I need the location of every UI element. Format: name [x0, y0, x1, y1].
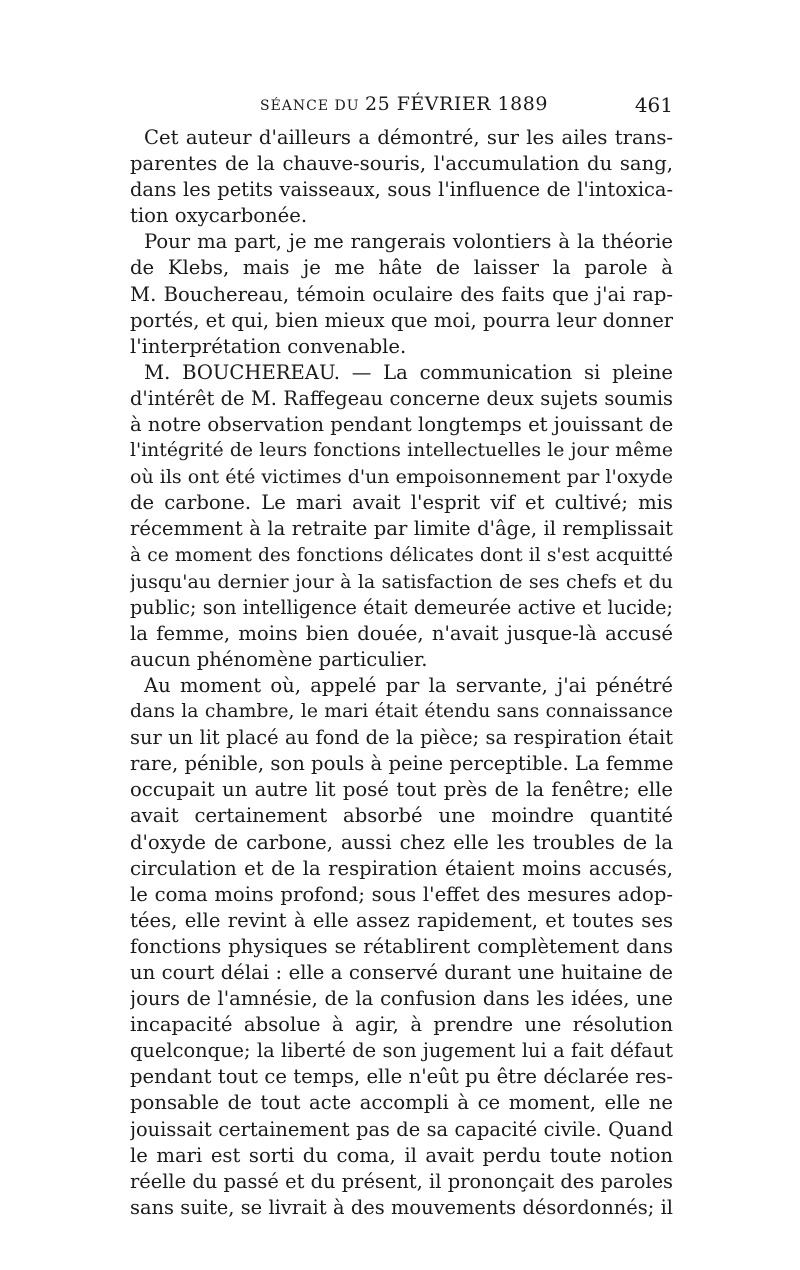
- text-line: de Klebs, mais je me hâte de laisser la parole à: [130, 256, 673, 280]
- body-text: [130, 125, 673, 1221]
- text-line: sans suite, se livrait à des mouvements désordonnés; il: [130, 1195, 673, 1219]
- text-line: parentes de la chauve-souris, l'accumulation du sang,: [130, 152, 673, 176]
- text-line: le mari est sorti du coma, il avait perdu toute notion: [130, 1143, 673, 1167]
- text-line: jouissait certainement pas de sa capacité civile. Quand: [130, 1117, 673, 1141]
- page-number: 461: [634, 93, 673, 117]
- running-head-date: 25 FÉVRIER 1889: [365, 93, 548, 115]
- text-line: où ils ont été victimes d'un empoisonnement par l'oxyde: [130, 466, 673, 489]
- text-line: pendant tout ce temps, elle n'eût pu être déclarée res-: [130, 1065, 673, 1089]
- text-line: quelconque; la liberté de son jugement lui a fait défaut: [130, 1039, 673, 1063]
- text-line: avait certainement absorbé une moindre quantité: [130, 804, 673, 828]
- text-line: fonctions physiques se rétablirent complètement dans: [130, 934, 673, 958]
- text-line: tion oxycarbonée.: [130, 204, 308, 228]
- text-line: tées, elle revint à elle assez rapidement, et toutes ses: [130, 908, 673, 932]
- text-line: incapacité absolue à agir, à prendre une résolution: [130, 1013, 673, 1037]
- text-line: récemment à la retraite par limite d'âge, il remplissait: [130, 517, 673, 541]
- text-line: un court délai : elle a conservé durant une huitaine de: [130, 961, 673, 984]
- text-line: la femme, moins bien douée, n'avait jusque-là accusé: [130, 621, 673, 645]
- text-line: portés, et qui, bien mieux que moi, pourra leur donner: [130, 308, 673, 332]
- text-line: public; son intelligence était demeurée active et lucide;: [130, 595, 673, 619]
- text-line: circulation et de la respiration étaient moins accusés,: [130, 856, 673, 880]
- text-line: l'interprétation convenable.: [130, 334, 407, 358]
- text-line: à ce moment des fonctions délicates dont il s'est acquitté: [130, 544, 673, 566]
- text-line: d'intérêt de M. Raffegeau concerne deux sujets soumis: [130, 386, 673, 410]
- text-line: réelle du passé et du présent, il prononçait des paroles: [130, 1169, 673, 1193]
- text-line: occupait un autre lit posé tout près de la fenêtre; elle: [130, 778, 673, 802]
- text-line: jours de l'amnésie, de la confusion dans les idées, une: [130, 987, 673, 1011]
- text-line: rare, pénible, son pouls à peine perceptible. La femme: [130, 752, 673, 776]
- page-header: [130, 93, 673, 123]
- text-line: aucun phénomène particulier.: [130, 647, 428, 671]
- text-line: de carbone. Le mari avait l'esprit vif et cultivé; mis: [130, 491, 673, 515]
- text-line: Au moment où, appelé par la servante, j'ai pénétré: [144, 673, 673, 697]
- text-line: jusqu'au dernier jour à la satisfaction de ses chefs et du: [130, 570, 673, 593]
- text-line: M. BOUCHEREAU. — La communication si pleine: [144, 360, 673, 384]
- text-line: l'intégrité de leurs fonctions intellectuelles le jour même: [130, 440, 673, 462]
- text-line: à notre observation pendant longtemps et jouissant de: [130, 413, 673, 437]
- text-line: d'oxyde de carbone, aussi chez elle les troubles de la: [130, 830, 673, 854]
- text-line: Cet auteur d'ailleurs a démontré, sur les ailes trans-: [144, 126, 673, 149]
- text-line: sur un lit placé au fond de la pièce; sa respiration était: [130, 726, 673, 750]
- text-line: le coma moins profond; sous l'effet des mesures adop-: [130, 882, 673, 906]
- text-line: dans la chambre, le mari était étendu sans connaissance: [130, 701, 673, 723]
- running-head: [260, 93, 548, 115]
- text-line: ponsable de tout acte accompli à ce moment, elle ne: [130, 1091, 673, 1115]
- running-head-prefix: SÉANCE DU: [260, 98, 366, 114]
- text-line: M. Bouchereau, témoin oculaire des faits que j'ai rap-: [130, 282, 673, 306]
- text-line: dans les petits vaisseaux, sous l'influence de l'intoxica-: [130, 178, 673, 202]
- text-line: Pour ma part, je me rangerais volontiers à la théorie: [144, 230, 673, 254]
